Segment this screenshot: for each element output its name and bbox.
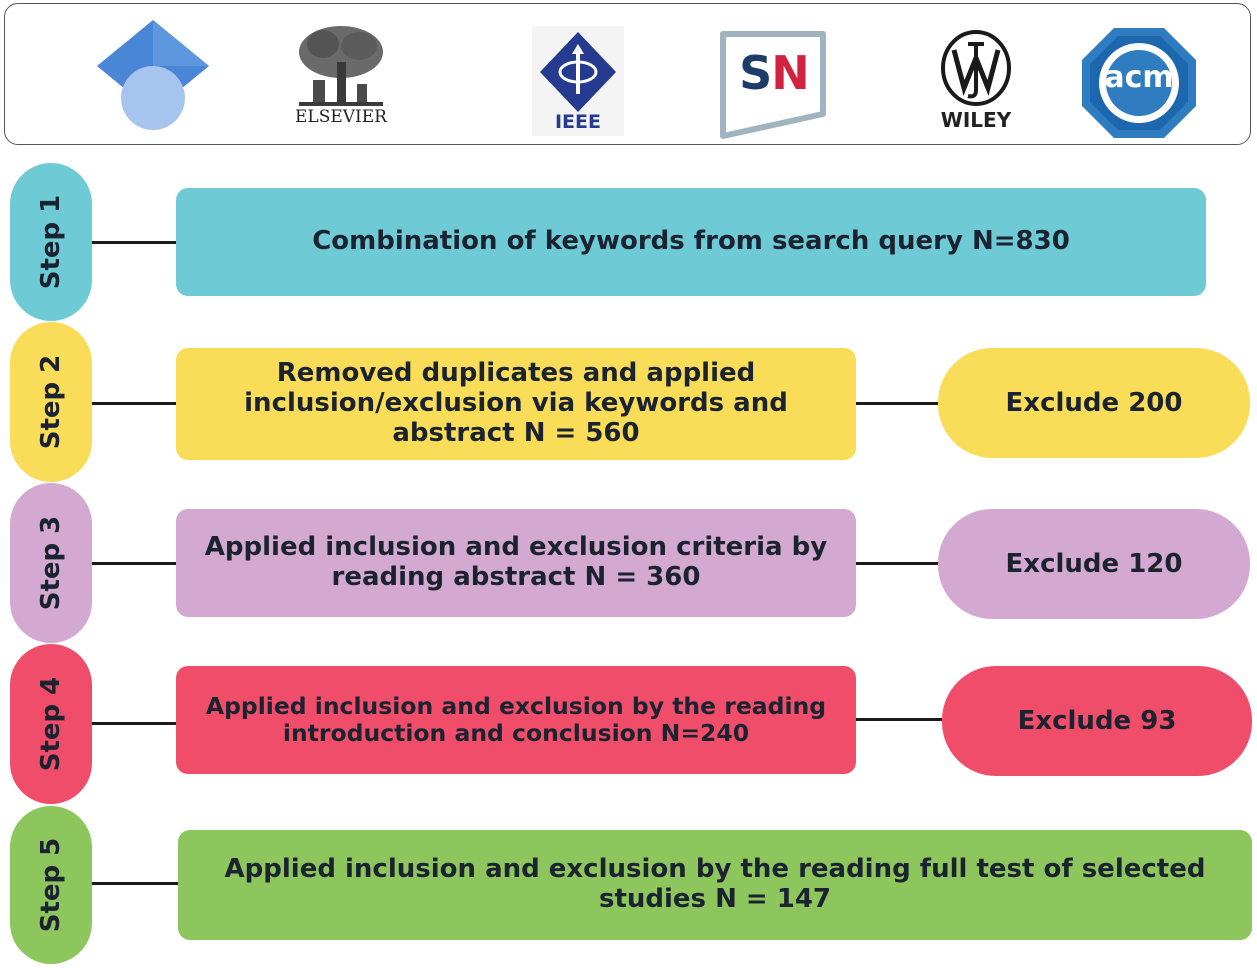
ieee-wordmark: IEEE xyxy=(554,111,601,133)
step-5-label: Step 5 xyxy=(36,837,66,933)
springer-nature-wordmark: SN xyxy=(739,46,809,100)
elsevier-tree-logo xyxy=(293,22,389,108)
step-1-label: Step 1 xyxy=(36,194,66,290)
wiley-wordmark: WILEY xyxy=(940,108,1012,132)
step-2-exclude-connector xyxy=(856,402,940,405)
step-3-exclude-text: Exclude 120 xyxy=(1005,549,1183,579)
acm-wordmark: acm xyxy=(1104,60,1174,95)
step-3-label: Step 3 xyxy=(36,515,66,611)
step-3-box xyxy=(176,509,856,617)
step-5-pill xyxy=(10,806,92,964)
step-3-pill xyxy=(10,483,92,643)
step-4-label: Step 4 xyxy=(36,676,66,772)
publisher-logo-strip xyxy=(4,3,1251,145)
step-2-text: Removed duplicates and applied inclusion/exclusion via keywords and abstract N = 560 xyxy=(244,358,788,448)
step-2-connector xyxy=(92,402,178,405)
elsevier-wordmark: ELSEVIER xyxy=(295,107,387,127)
step-3-exclude-box xyxy=(938,509,1250,619)
step-1-pill xyxy=(10,163,92,321)
step-5-box xyxy=(178,830,1252,940)
step-2-pill xyxy=(10,322,92,482)
wiley-emblem xyxy=(938,28,1014,108)
step-4-connector xyxy=(92,722,178,725)
step-5-connector xyxy=(92,882,180,885)
step-2-label: Step 2 xyxy=(36,354,66,450)
step-4-exclude-box xyxy=(942,666,1252,776)
step-3-text: Applied inclusion and exclusion criteria by reading abstract N = 360 xyxy=(204,532,828,592)
step-1-connector xyxy=(92,241,178,244)
step-4-exclude-connector xyxy=(856,718,942,721)
google-scholar-logo xyxy=(91,18,215,136)
step-5-text: Applied inclusion and exclusion by the reading full test of selected studies N = 147 xyxy=(224,854,1206,914)
step-1-text: Combination of keywords from search query N=830 xyxy=(312,226,1070,257)
step-2-exclude-text: Exclude 200 xyxy=(1005,388,1183,418)
step-1-box xyxy=(176,188,1206,296)
step-4-text: Applied inclusion and exclusion by the reading introduction and conclusion N=240 xyxy=(205,691,827,747)
step-3-exclude-connector xyxy=(856,562,940,565)
step-2-box xyxy=(176,348,856,460)
step-2-exclude-box xyxy=(938,348,1250,458)
step-4-box xyxy=(176,666,856,774)
step-3-connector xyxy=(92,562,178,565)
step-4-exclude-text: Exclude 93 xyxy=(1017,706,1177,736)
step-4-pill xyxy=(10,644,92,804)
